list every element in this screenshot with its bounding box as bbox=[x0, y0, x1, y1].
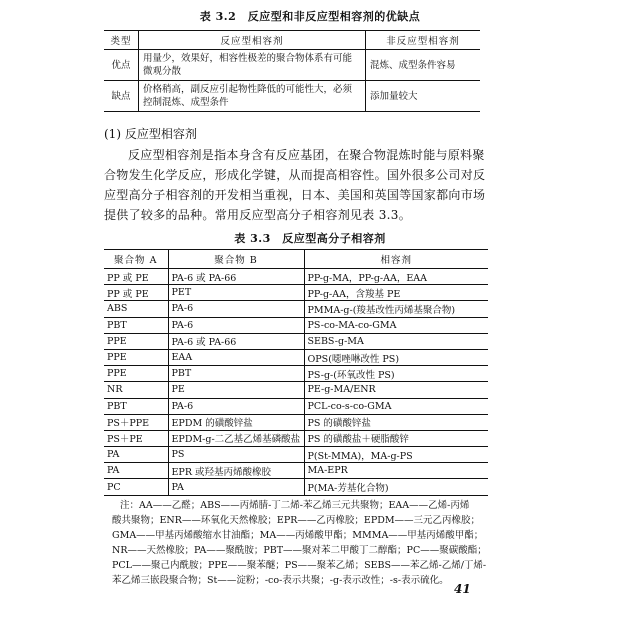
table-row bbox=[104, 414, 488, 430]
cell: P(St-MMA)，MA-g-PS bbox=[304, 447, 488, 463]
cell: PA-6 bbox=[168, 317, 304, 333]
cell: PA-6 bbox=[168, 398, 304, 414]
cell: EPDM 的磺酸锌盐 bbox=[168, 414, 304, 430]
cell: 缺点 bbox=[104, 81, 139, 112]
cell: PA-6 bbox=[168, 301, 304, 317]
table-row bbox=[104, 430, 488, 446]
cell: PA bbox=[168, 479, 304, 495]
cell: 添加量较大 bbox=[366, 81, 481, 112]
table-row bbox=[104, 317, 488, 333]
section-heading: (1) 反应型相容剂 bbox=[104, 127, 197, 141]
cell: PP-g-AA，含羧基 PE bbox=[304, 285, 488, 301]
cell: PPE bbox=[104, 349, 168, 365]
table-row bbox=[104, 50, 480, 81]
cell: 混炼、成型条件容易 bbox=[366, 50, 481, 81]
note-line: PCL——聚己内酰胺；PPE——聚苯醚；PS——聚苯乙烯；SEBS——苯乙烯-乙烯/丁烯- bbox=[112, 560, 487, 571]
cell: PS-g-(环氧改性 PS) bbox=[304, 366, 488, 382]
cell: PP 或 PE bbox=[104, 285, 168, 301]
table-row bbox=[104, 382, 488, 398]
table-note bbox=[112, 498, 488, 588]
table-row bbox=[104, 398, 488, 414]
header-nonreactive: 非反应型相容剂 bbox=[366, 31, 481, 50]
page-number: 41 bbox=[454, 582, 471, 596]
table-row bbox=[104, 349, 488, 365]
cell: PA-6 或 PA-66 bbox=[168, 269, 304, 285]
table-row bbox=[104, 447, 488, 463]
header-type: 类型 bbox=[104, 31, 139, 50]
cell: SEBS-g-MA bbox=[304, 333, 488, 349]
table-3-3 bbox=[104, 249, 488, 496]
header-reactive: 反应型相容剂 bbox=[139, 31, 366, 50]
cell: PA-6 或 PA-66 bbox=[168, 333, 304, 349]
table-3-3-caption: 表 3.3 反应型高分子相容剂 bbox=[234, 232, 386, 245]
table-row bbox=[104, 366, 488, 382]
note-line: 酸共聚物；ENR——环氧化天然橡胶；EPR——乙丙橡胶；EPDM——三元乙丙橡胶； bbox=[112, 515, 481, 526]
cell: PET bbox=[168, 285, 304, 301]
note-line: GMA——甲基丙烯酸缩水甘油酯；MA——丙烯酸甲酯；MMMA——甲基丙烯酸甲酯； bbox=[112, 530, 484, 541]
cell: 优点 bbox=[104, 50, 139, 81]
cell: PBT bbox=[104, 398, 168, 414]
table-row bbox=[104, 269, 488, 285]
table-row bbox=[104, 285, 488, 301]
note-line: 注：AA——乙醛；ABS——丙烯腈-丁二烯-苯乙烯三元共聚物；EAA——乙烯-丙烯 bbox=[120, 500, 470, 511]
cell: PE bbox=[168, 382, 304, 398]
cell: PC bbox=[104, 479, 168, 495]
table-row bbox=[104, 81, 480, 112]
header-polymer-a: 聚合物 A bbox=[104, 250, 168, 269]
cell: PCL-co-s-co-GMA bbox=[304, 398, 488, 414]
cell: PS-co-MA-co-GMA bbox=[304, 317, 488, 333]
header-compatibilizer: 相容剂 bbox=[304, 250, 488, 269]
header-polymer-b: 聚合物 B bbox=[168, 250, 304, 269]
cell: PPE bbox=[104, 333, 168, 349]
cell: 用量少，效果好，相容性极差的聚合物体系有可能微观分散 bbox=[139, 50, 366, 81]
table-row bbox=[104, 463, 488, 479]
table-row bbox=[104, 479, 488, 495]
body-paragraph: 反应型相容剂是指本身含有反应基团，在聚合物混炼时能与原料聚合物发生化学反应，形成化学键，从而提高相容性。国外很多公司对反应型高分子相容剂的开发相当重视，日本、美国和英国等国家都向市场提供了较多的品种。常用反应型高分子相容剂见表 3.3。 bbox=[104, 148, 486, 222]
cell: PS bbox=[168, 447, 304, 463]
cell: 价格稍高，副反应引起物性降低的可能性大，必须控制混炼、成型条件 bbox=[139, 81, 366, 112]
cell: PP-g-MA，PP-g-AA，EAA bbox=[304, 269, 488, 285]
cell: PS 的磺酸盐＋硬脂酸锌 bbox=[304, 430, 488, 446]
cell: PS＋PE bbox=[104, 430, 168, 446]
cell: PPE bbox=[104, 366, 168, 382]
cell: EPR 或羟基丙烯酸橡胶 bbox=[168, 463, 304, 479]
table-header-row bbox=[104, 250, 488, 269]
cell: EAA bbox=[168, 349, 304, 365]
table-3-2 bbox=[104, 30, 480, 112]
table-3-2-caption: 表 3.2 反应型和非反应型相容剂的优缺点 bbox=[199, 10, 421, 23]
cell: EPDM-g-二乙基乙烯基磷酸盐 bbox=[168, 430, 304, 446]
cell: PP 或 PE bbox=[104, 269, 168, 285]
cell: PA bbox=[104, 463, 168, 479]
cell: PA bbox=[104, 447, 168, 463]
table-row bbox=[104, 301, 488, 317]
table-header-row bbox=[104, 31, 480, 50]
cell: PMMA-g-(羧基改性丙烯基聚合物) bbox=[304, 301, 488, 317]
cell: PS 的磺酸锌盐 bbox=[304, 414, 488, 430]
cell: MA-EPR bbox=[304, 463, 488, 479]
cell: PBT bbox=[104, 317, 168, 333]
cell: PS＋PPE bbox=[104, 414, 168, 430]
table-3-3-body bbox=[104, 269, 488, 496]
cell: OPS(噁唑啉改性 PS) bbox=[304, 349, 488, 365]
cell: PE-g-MA/ENR bbox=[304, 382, 488, 398]
cell: PBT bbox=[168, 366, 304, 382]
cell: ABS bbox=[104, 301, 168, 317]
cell: P(MA-芳基化合物) bbox=[304, 479, 488, 495]
table-row bbox=[104, 333, 488, 349]
note-line: 苯乙烯三嵌段聚合物；St——淀粉；-co-表示共聚；-g-表示改性；-s-表示硫化。 bbox=[112, 575, 449, 586]
cell: NR bbox=[104, 382, 168, 398]
note-line: NR——天然橡胶；PA——聚酰胺；PBT——聚对苯二甲酸丁二醇酯；PC——聚碳酸酯； bbox=[112, 545, 487, 556]
